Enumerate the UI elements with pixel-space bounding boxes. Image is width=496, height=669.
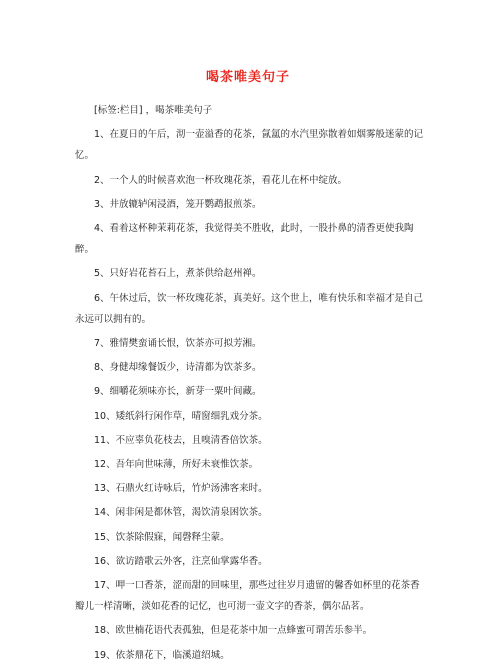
paragraph-19: 19、依茶鼎花下，临溪道绍城。: [94, 649, 230, 661]
paragraph-13: 13、石鼎火红诗咏后，竹炉汤沸客来时。: [94, 483, 268, 495]
paragraph-3: 3、井放辘轳闲浸酒，笼开鹦鹉报煎茶。: [94, 198, 262, 210]
paragraph-4: 4、看着这杯种茉莉花茶，我觉得美不胜收，此时，一股扑鼻的清香更使我陶醉。: [75, 223, 414, 256]
paragraph-5: 5、只好岩花苔石上，煮茶供给赵州禅。: [94, 268, 262, 280]
paragraph-12: 12、吾年向世味薄，所好未衰惟饮茶。: [94, 459, 259, 471]
article-body: [75, 100, 427, 669]
paragraph-17: 17、呷一口香茶，涩而甜的回味里，那些过往岁月遗留的馨香如杯里的花茶香瓣儿一样清晰，淡如花香的记忆，也可沏一壶文字的香茶，偶尔品茗。: [75, 580, 420, 613]
paragraph-6: 6、午休过后，饮一杯玫瑰花茶，真美好。这个世上，唯有快乐和幸福才是自己永远可以拥有的。: [75, 292, 424, 325]
paragraph-7: 7、雅情樊蛮诵长恨，饮茶亦可拟芳湘。: [94, 338, 262, 350]
paragraph-15: 15、饮茶除假寐，闻磬释尘蒙。: [94, 531, 230, 543]
paragraph-18: 18、欧世楠花语代表孤独，但是花茶中加一点蜂蜜可谓苦乐参半。: [94, 625, 373, 637]
paragraph-tags: [标签:栏目] ，喝茶唯美句子: [94, 105, 213, 116]
paragraph-1: 1、在夏日的午后，沏一壶溢香的花茶，氤氲的水汽里弥散着如烟雾般迷蒙的记忆。: [75, 129, 424, 162]
paragraph-16: 16、欲访踏歌云外客，注烹仙掌露华香。: [94, 555, 268, 567]
page-title: 喝茶唯美句子: [205, 70, 290, 85]
paragraph-8: 8、身健却缘餐饭少，诗清都为饮茶多。: [94, 362, 262, 374]
paragraph-2: 2、一个人的时候喜欢泡一杯玫瑰花茶，看花儿在杯中绽放。: [94, 174, 348, 186]
paragraph-10: 10、矮纸斜行闲作草，晴窗细乳戏分茶。: [94, 410, 268, 422]
paragraph-11: 11、不应辜负花枝去，且嗅清香倍饮茶。: [94, 434, 268, 446]
paragraph-14: 14、闲非闲是都休管，渴饮清泉困饮茶。: [94, 507, 268, 519]
paragraph-9: 9、细嚼花须味亦长，新芽一粟叶间藏。: [94, 386, 262, 398]
